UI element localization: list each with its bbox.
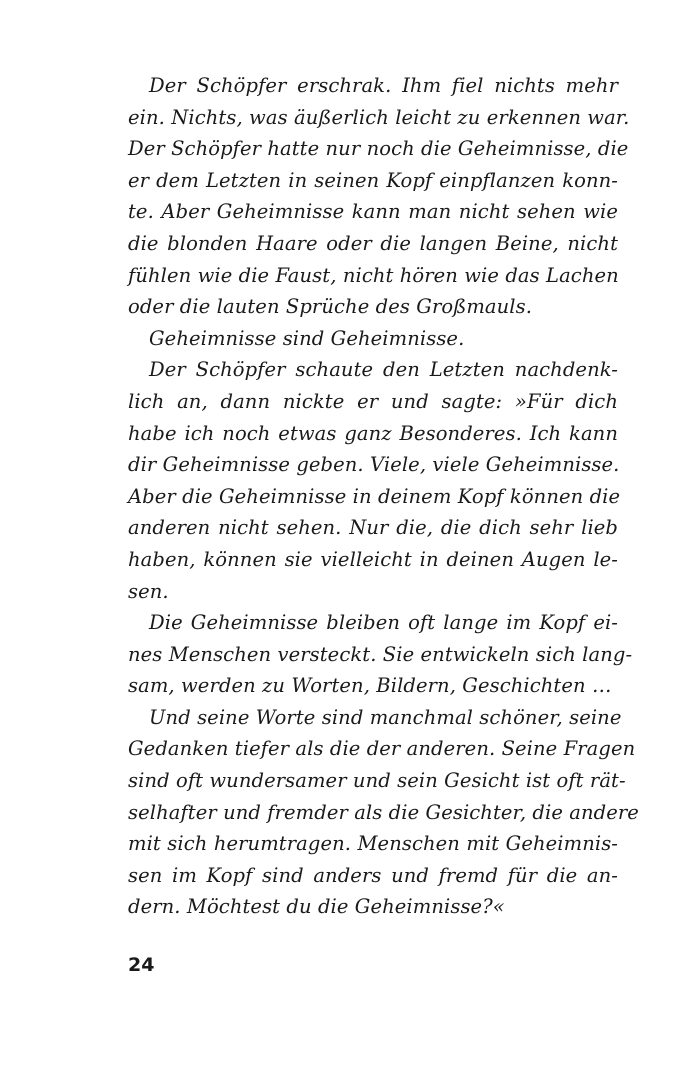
text-line: haben, können sie vielleicht in deinen Augen le- [128, 547, 618, 571]
text-line: ein. Nichts, was äußerlich leicht zu erkennen war. [128, 105, 630, 129]
text-line: anderen nicht sehen. Nur die, die dich sehr lieb [128, 516, 618, 540]
text-line: sen. [128, 579, 169, 603]
text-line: lich an, dann nickte er und sagte: »Für dich [128, 389, 618, 413]
text-line: Der Schöpfer erschrak. Ihm fiel nichts mehr [149, 74, 618, 97]
text-line: Gedanken tiefer als die der anderen. Seine Fragen [128, 737, 636, 761]
text-line: dern. Möchtest du die Geheimnisse?« [128, 895, 505, 919]
text-line: Der Schöpfer schaute den Letzten nachdenk- [149, 358, 618, 382]
page-number: 24 [128, 954, 155, 976]
text-line: te. Aber Geheimnisse kann man nicht sehen wie [128, 200, 618, 224]
text-line: Geheimnisse sind Geheimnisse. [149, 326, 465, 350]
text-line: die blonden Haare oder die langen Beine, nicht [128, 231, 618, 255]
text-line: Aber die Geheimnisse in deinem Kopf können die [128, 484, 621, 508]
text-line: selhafter und fremder als die Gesichter, die andere [128, 800, 639, 824]
text-line: Der Schöpfer hatte nur noch die Geheimnisse, die [128, 137, 629, 161]
text-line: nes Menschen versteckt. Sie entwickeln sich lang- [128, 642, 633, 666]
text-line: sen im Kopf sind anders und fremd für die an- [128, 863, 618, 887]
text-line: er dem Letzten in seinen Kopf einpflanzen konn- [128, 168, 618, 192]
text-line: sind oft wundersamer und sein Gesicht ist oft rät- [128, 769, 626, 793]
text-line: fühlen wie die Faust, nicht hören wie das Lachen [128, 263, 619, 287]
text-line: habe ich noch etwas ganz Besonderes. Ich kann [128, 421, 618, 445]
text-line: oder die lauten Sprüche des Großmauls. [128, 295, 533, 319]
text-line: sam, werden zu Worten, Bildern, Geschichten … [128, 674, 612, 698]
text-line: dir Geheimnisse geben. Viele, viele Geheimnisse. [128, 453, 620, 477]
text-line: mit sich herumtragen. Menschen mit Geheimnis- [128, 832, 618, 856]
text-line: Die Geheimnisse bleiben oft lange im Kopf ei- [149, 611, 618, 635]
text-line: Und seine Worte sind manchmal schöner, seine [149, 705, 622, 729]
body-text [128, 70, 639, 923]
